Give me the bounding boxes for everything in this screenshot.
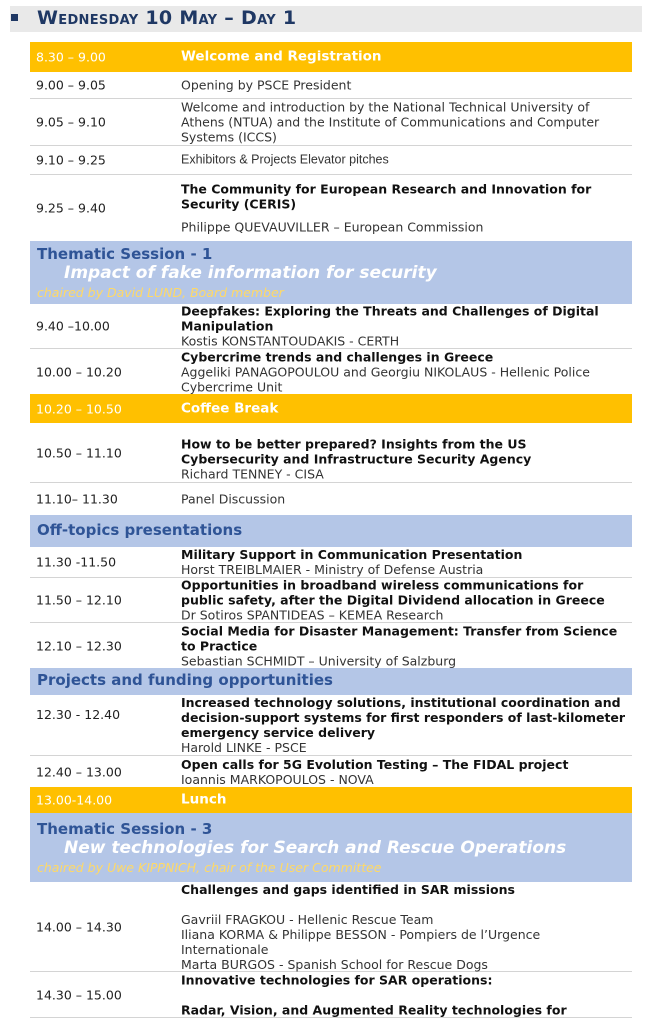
section-subtitle: New technologies for Search and Rescue Operations (64, 838, 567, 858)
talk-title: Deepfakes: Exploring the Threats and Challenges of Digital Manipulation (181, 303, 599, 334)
row-time: 10.00 – 10.20 (36, 364, 122, 379)
schedule-row (30, 349, 632, 394)
bullet-square-icon (11, 14, 18, 21)
schedule-row (30, 547, 632, 578)
talk-speaker: Gavriil FRAGKOU - Hellenic Rescue Team (181, 911, 434, 927)
talk-title: The Community for European Research and Innovation for Security (CERIS) (181, 181, 592, 212)
section-title: Thematic Session - 3 (37, 820, 213, 838)
row-title: Coffee Break (181, 400, 279, 416)
day-title: Wednesday 10 May – Day 1 (37, 7, 297, 29)
talk-speaker: Richard TENNEY - CISA (181, 466, 324, 481)
row-time: 13.00-14.00 (36, 792, 113, 808)
row-body (181, 695, 626, 755)
row-time: 11.10– 11.30 (36, 491, 118, 507)
row-body (181, 578, 626, 623)
section-title: Projects and funding opportunities (37, 671, 333, 689)
spacer (181, 897, 626, 912)
section-header-off-topics (30, 515, 632, 547)
row-body (181, 972, 626, 1017)
row-body (181, 182, 626, 235)
row-time: 12.30 - 12.40 (36, 707, 121, 722)
talk-speaker: Horst TREIBLMAIER - Ministry of Defense Austria (181, 562, 484, 577)
talk-title: Military Support in Communication Presentation (181, 547, 523, 562)
schedule-row (30, 423, 632, 483)
section-chair: chaired by David LUND, Board member (37, 285, 284, 300)
row-text: Panel Discussion (181, 491, 286, 507)
talk-title: Challenges and gaps identified in SAR missions (181, 881, 515, 897)
row-time: 8.30 – 9.00 (36, 49, 106, 65)
row-title: Lunch (181, 791, 227, 808)
talk-speaker: Kostis KONSTANTOUDAKIS - CERTH (181, 333, 400, 349)
row-time: 12.40 – 13.00 (36, 764, 122, 779)
schedule-row (30, 695, 632, 756)
talk-subtitle: Radar, Vision, and Augmented Reality technologies for (181, 1002, 567, 1017)
row-time: 11.30 -11.50 (36, 554, 117, 570)
row-time: 11.50 – 12.10 (36, 592, 122, 608)
talk-speaker: Ioannis MARKOPOULOS - NOVA (181, 771, 374, 787)
talk-speaker: Philippe QUEVAUVILLER – European Commission (181, 219, 484, 235)
section-title: Off-topics presentations (37, 521, 243, 539)
schedule-table (30, 42, 632, 1018)
row-time: 12.10 – 12.30 (36, 638, 122, 653)
schedule-row (30, 72, 632, 99)
row-body (181, 304, 626, 349)
talk-title: Increased technology solutions, institutional coordination and decision-support systems for first responders of last-kilometer emergency service delivery (181, 695, 626, 740)
schedule-row-break (30, 787, 632, 813)
row-time: 9.00 – 9.05 (36, 77, 106, 93)
row-time: 14.00 – 14.30 (36, 919, 122, 934)
section-header-thematic-3 (30, 813, 632, 882)
schedule-row (30, 99, 632, 146)
section-title: Thematic Session - 1 (37, 245, 213, 263)
talk-title: Social Media for Disaster Management: Transfer from Science to Practice (181, 623, 618, 653)
row-body (181, 349, 626, 394)
row-time: 9.40 –10.00 (36, 318, 110, 334)
talk-title: How to be better prepared? Insights from the US Cybersecurity and Infrastructure Security Agency (181, 436, 532, 466)
talk-title: Cybercrime trends and challenges in Greece (181, 349, 494, 364)
talk-speaker: Dr Sotiros SPANTIDEAS – KEMEA Research (181, 607, 444, 623)
talk-speaker: Sebastian SCHMIDT – University of Salzburg (181, 653, 457, 668)
talk-speaker: Iliana KORMA & Philippe BESSON - Pompiers de l’Urgence Internationale (181, 926, 541, 957)
spacer (181, 987, 626, 1002)
row-time: 9.25 – 9.40 (36, 200, 106, 216)
schedule-row (30, 578, 632, 623)
schedule-row (30, 972, 632, 1018)
schedule-row (30, 882, 632, 972)
talk-title: Open calls for 5G Evolution Testing – The FIDAL project (181, 756, 569, 772)
row-body (181, 757, 626, 787)
row-body (181, 436, 626, 481)
row-body (181, 882, 626, 972)
section-chair: chaired by Uwe KIPPNICH, chair of the User Committee (37, 860, 382, 875)
schedule-row (30, 623, 632, 668)
section-header-projects (30, 668, 632, 695)
row-text: Opening by PSCE President (181, 77, 352, 93)
row-time: 9.05 – 9.10 (36, 114, 106, 130)
schedule-row (30, 483, 632, 515)
schedule-row (30, 756, 632, 787)
section-header-thematic-1 (30, 241, 632, 304)
row-time: 14.30 – 15.00 (36, 987, 122, 1002)
talk-title: Opportunities in broadband wireless communications for public safety, after the Digital Dividend allocation in Greece (181, 577, 605, 608)
row-time: 10.50 – 11.10 (36, 445, 122, 460)
talk-speaker: Marta BURGOS - Spanish School for Rescue Dogs (181, 956, 488, 972)
row-time: 10.20 – 10.50 (36, 401, 122, 416)
row-body (181, 547, 626, 577)
talk-speaker: Harold LINKE - PSCE (181, 740, 307, 755)
row-title: Welcome and Registration (181, 48, 382, 65)
row-text: Welcome and introduction by the National Technical University of Athens (NTUA) and the Institute of Communications and Computer Systems (ICCS) (181, 99, 600, 145)
schedule-row (30, 175, 632, 241)
row-text: Exhibitors & Projects Elevator pitches (181, 152, 389, 167)
row-body (181, 623, 626, 668)
schedule-row-break (30, 42, 632, 72)
schedule-row-break (30, 394, 632, 423)
row-time: 9.10 – 9.25 (36, 152, 106, 168)
talk-title: Innovative technologies for SAR operations: (181, 972, 493, 987)
talk-speaker: Aggeliki PANAGOPOULOU and Georgiu NIKOLAUS - Hellenic Police Cybercrime Unit (181, 364, 590, 394)
schedule-row (30, 146, 632, 175)
section-subtitle: Impact of fake information for security (64, 263, 437, 283)
schedule-row (30, 304, 632, 349)
